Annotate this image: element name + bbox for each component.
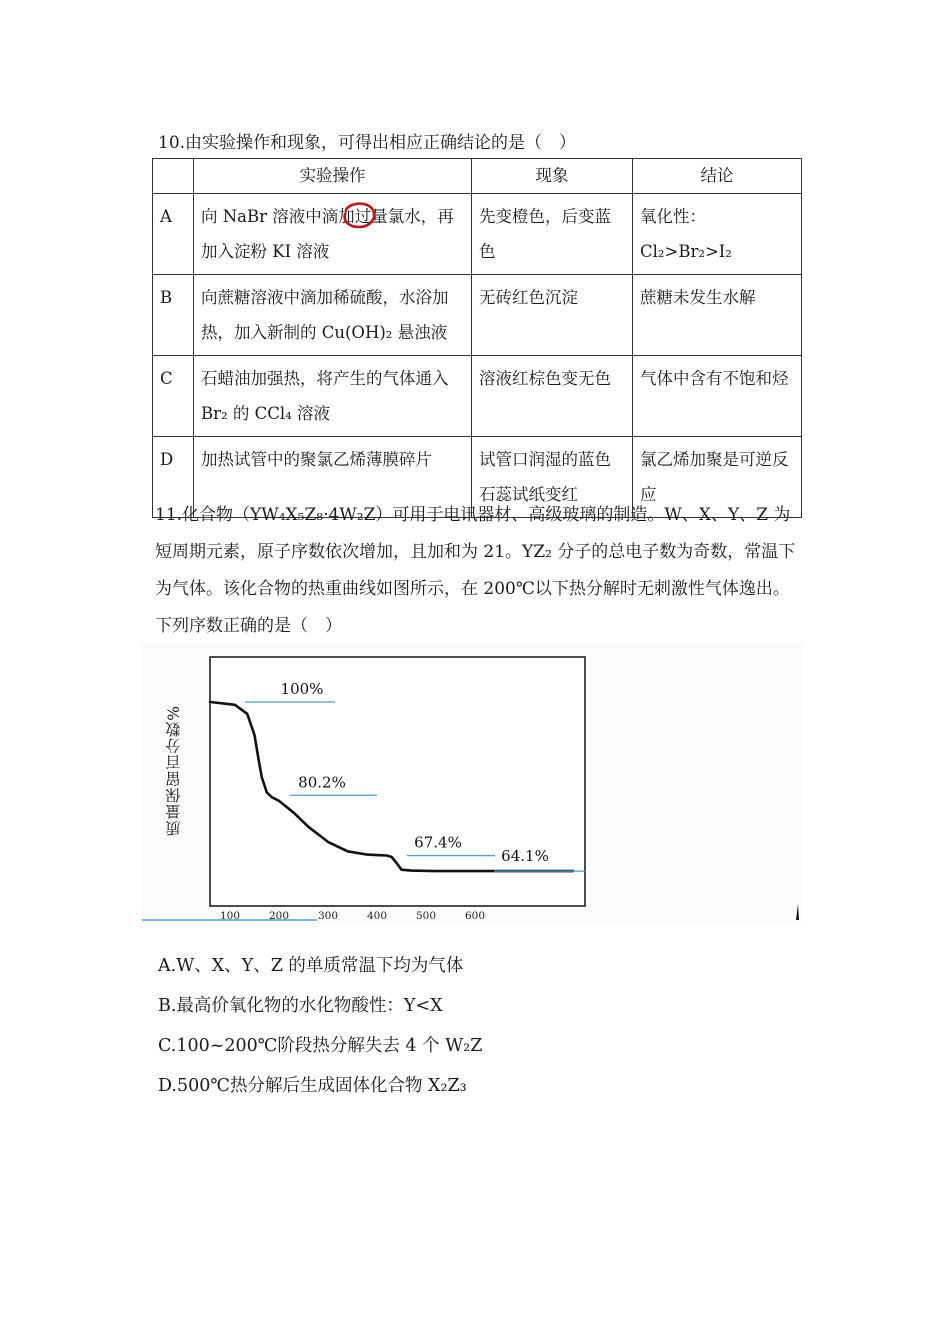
x-tick-label: 500 xyxy=(415,910,437,922)
row-conclusion: 蔗糖未发生水解 xyxy=(633,275,802,356)
row-label: A xyxy=(153,194,194,275)
row-phenomenon: 试管口润湿的蓝色石蕊试纸变红 xyxy=(472,437,633,518)
table-header-operation: 实验操作 xyxy=(194,159,472,194)
table-header-row xyxy=(153,159,802,194)
table-row xyxy=(153,356,802,437)
row-conclusion: 氯乙烯加聚是可逆反应 xyxy=(633,437,802,518)
experiment-table xyxy=(152,158,802,518)
tga-chart-svg xyxy=(142,642,802,924)
x-tick-label: 100 xyxy=(219,910,241,922)
row-phenomenon: 无砖红色沉淀 xyxy=(472,275,633,356)
x-tick-label: 400 xyxy=(366,910,388,922)
row-operation: 向蔗糖溶液中滴加稀硫酸，水浴加热，加入新制的 Cu(OH)₂ 悬浊液 xyxy=(194,275,472,356)
x-tick-label: 600 xyxy=(464,910,486,922)
table-row xyxy=(153,194,802,275)
x-tick-label: 200 xyxy=(268,910,290,922)
level-annotation-label: 100% xyxy=(280,680,324,698)
handwritten-circle-mark xyxy=(340,200,378,230)
option-a: A.W、X、Y、Z 的单质常温下均为气体 xyxy=(158,956,464,976)
option-d: D.500℃热分解后生成固体化合物 X₂Z₃ xyxy=(158,1076,467,1096)
option-b: B.最高价氧化物的水化物酸性：Y<X xyxy=(158,996,443,1016)
tga-chart xyxy=(142,642,802,924)
plot-frame xyxy=(210,657,585,906)
level-annotation-label: 64.1% xyxy=(501,847,549,866)
stray-mark xyxy=(796,904,799,920)
row-label: D xyxy=(153,437,194,518)
level-annotation-label: 67.4% xyxy=(414,833,462,852)
row-phenomenon: 先变橙色，后变蓝色 xyxy=(472,194,633,275)
row-operation: 石蜡油加强热，将产生的气体通入 Br₂ 的 CCl₄ 溶液 xyxy=(194,356,472,437)
row-label: B xyxy=(153,275,194,356)
option-c: C.100~200℃阶段热分解失去 4 个 W₂Z xyxy=(158,1036,483,1056)
row-operation: 向 NaBr 溶液中滴加过量氯水，再加入淀粉 KI 溶液 xyxy=(194,194,472,275)
table-header-conclusion: 结论 xyxy=(633,159,802,194)
row-conclusion: 氧化性：Cl₂>Br₂>I₂ xyxy=(633,194,802,275)
question-11-stem: 11.化合物（YW₄X₅Z₈·4W₂Z）可用于电讯器材、高级玻璃的制造。W、X、Y、Z 为短周期元素，原子序数依次增加，且加和为 21。YZ₂ 分子的总电子数为奇数，常温下为气体。该化合物的热重曲线如图所示，在 200℃以下热分解时无刺激性气体逸出。下列序数正确的是（ ） xyxy=(155,505,796,636)
level-annotation-label: 80.2% xyxy=(298,773,346,792)
question-10-title: 10.由实验操作和现象，可得出相应正确结论的是（ ） xyxy=(158,133,577,153)
row-conclusion: 气体中含有不饱和烃 xyxy=(633,356,802,437)
row-operation: 加热试管中的聚氯乙烯薄膜碎片 xyxy=(194,437,472,518)
x-tick-label: 300 xyxy=(317,910,339,922)
row-label: C xyxy=(153,356,194,437)
chart-y-axis-label: 质量保留百分数% xyxy=(165,705,183,837)
table-row xyxy=(153,275,802,356)
table-header-blank xyxy=(153,159,194,194)
table-header-phenomenon: 现象 xyxy=(472,159,633,194)
row-phenomenon: 溶液红棕色变无色 xyxy=(472,356,633,437)
